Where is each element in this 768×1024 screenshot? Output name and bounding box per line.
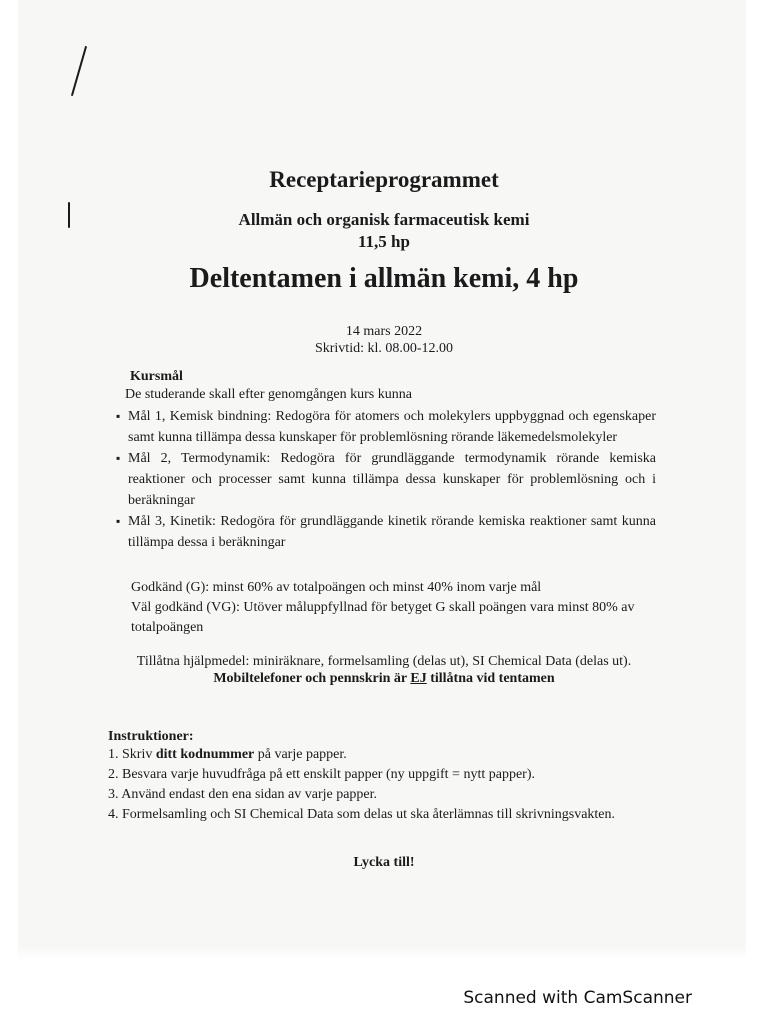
exam-time: Skrivtid: kl. 08.00-12.00 <box>314 341 454 356</box>
phones-emphasis: EJ <box>410 671 427 686</box>
exam-date: 14 mars 2022 <box>345 324 423 339</box>
course-title: Allmän och organisk farmaceutisk kemi <box>238 210 530 229</box>
course-credits: 11,5 hp <box>358 232 410 251</box>
exam-title: Deltentamen i allmän kemi, 4 hp <box>189 263 579 294</box>
instructions-list <box>108 745 668 825</box>
closing-text: Lycka till! <box>353 855 415 870</box>
phones-text-after: tillåtna vid tentamen <box>426 671 555 686</box>
instruction-item <box>108 805 668 825</box>
instruction-text: 3. Använd endast den ena sidan av varje papper. <box>108 787 378 802</box>
instruction-emphasis: ditt kodnummer <box>155 747 255 762</box>
goal-item <box>116 448 656 511</box>
grading-criteria <box>131 578 651 638</box>
instruction-text: 1. Skriv <box>108 747 156 762</box>
grade-distinction: Väl godkänd (VG): Utöver måluppfyllnad för betyget G skall poängen vara minst 80% av totalpoängen <box>131 600 635 635</box>
scanner-watermark: Scanned with CamScanner <box>463 988 692 1008</box>
bullet-icon: ▪ <box>116 451 121 465</box>
instruction-text: 4. Formelsamling och SI Chemical Data som delas ut ska återlämnas till skrivningsvakten. <box>108 807 616 822</box>
instruction-item <box>108 785 668 805</box>
goal-item <box>116 406 656 448</box>
instruction-text: 2. Besvara varje huvudfråga på ett enskilt papper (ny uppgift = nytt papper). <box>108 767 535 782</box>
goals-intro: De studerande skall efter genomgången kurs kunna <box>125 387 412 402</box>
bullet-icon: ▪ <box>116 409 121 423</box>
goal-list <box>116 406 656 553</box>
grade-pass: Godkänd (G): minst 60% av totalpoängen och minst 40% inom varje mål <box>131 580 542 595</box>
goals-heading: Kursmål <box>130 369 183 384</box>
bullet-icon: ▪ <box>116 514 121 528</box>
instruction-text-end: på varje papper. <box>254 747 347 762</box>
allowed-aids: Tillåtna hjälpmedel: miniräknare, formelsamling (delas ut), SI Chemical Data (delas ut). <box>136 654 632 669</box>
phones-notice <box>0 671 768 687</box>
instruction-item <box>108 745 668 765</box>
phones-text-before: Mobiltelefoner och pennskrin är <box>213 671 411 686</box>
program-title: Receptarieprogrammet <box>269 167 499 192</box>
goal-text: Mål 1, Kemisk bindning: Redogöra för atomers och molekylers uppbyggnad och egenskaper samt kunna tillämpa dessa kunskaper för problemlösning rörande läkemedelsmolekyler <box>128 409 656 445</box>
goal-text: Mål 2, Termodynamik: Redogöra för grundläggande termodynamik rörande kemiska reaktioner och processer samt kunna tillämpa dessa kunskaper för problemlösning och i beräkningar <box>128 451 656 508</box>
instructions-heading: Instruktioner: <box>108 729 194 744</box>
goal-item <box>116 511 656 553</box>
goal-text: Mål 3, Kinetik: Redogöra för grundläggande kinetik rörande kemiska reaktioner samt kunna tillämpa dessa i beräkningar <box>128 514 656 550</box>
instruction-item <box>108 765 668 785</box>
